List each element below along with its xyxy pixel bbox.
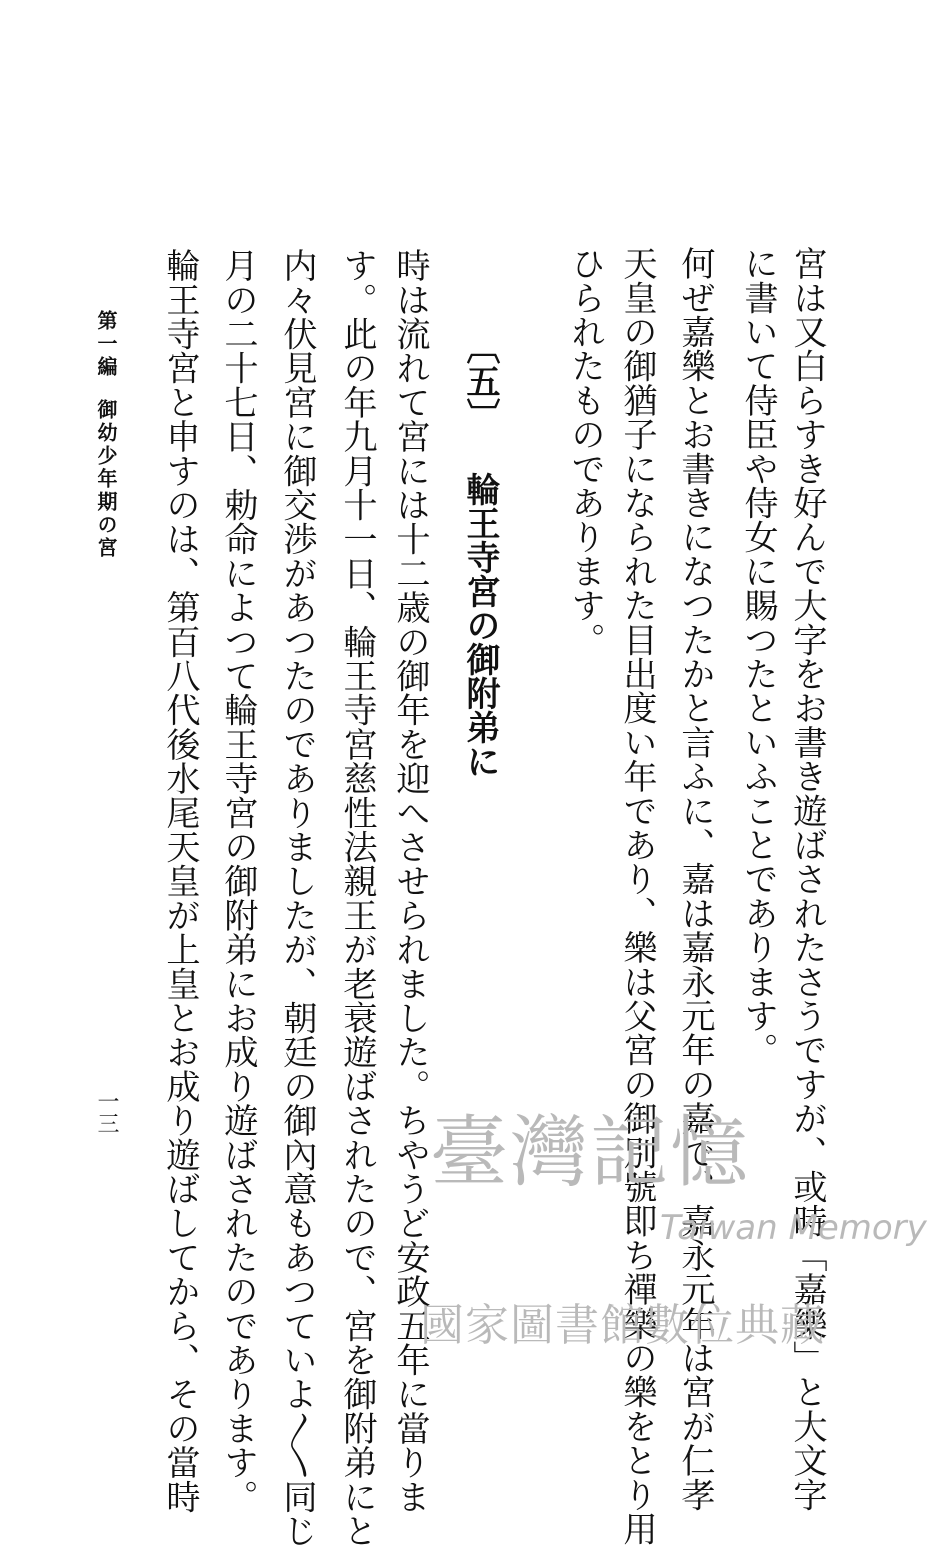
watermark-english: Taiwan Memory [660, 1208, 927, 1248]
text-line: 時は流れて宮には十二歳の御年を迎へさせられました。ちやうど安政五年に當りま [390, 248, 430, 1514]
text-line: 内々伏見宮に御交渉があつたのでありましたが、朝廷の御內意もあつていよ〳〵同じ [277, 248, 317, 1548]
text-line: 月の二十七日、勅命によつて輪王寺宮の御附弟にお成り遊ばされたのであります。 [218, 248, 258, 1514]
section-number: 〔五〕 [460, 330, 500, 432]
text-line: 宮は又白らすき好んで大字をお書き遊ばされたさうですが、或時「嘉樂」と大文字 [787, 246, 827, 1512]
text-line: 何ぜ嘉樂とお書きになつたかと言ふに、嘉は嘉永元年の嘉で、嘉永元年は宮が仁孝 [675, 246, 715, 1512]
text-line: す。此の年九月十一日、輪王寺宮慈性法親王が老衰遊ばされたので、宮を御附弟にと [337, 248, 377, 1548]
text-line: 天皇の御猶子になられた目出度い年であり、樂は父宮の御別號即ち禪樂の樂をとり用 [617, 246, 657, 1546]
section-title: 輪王寺宮の御附弟に [460, 472, 500, 778]
text-line: 輪王寺宮と申すのは、第百八代後水尾天皇が上皇とお成り遊ばしてから、その當時 [160, 248, 200, 1514]
footer-part: 第一編 [94, 310, 118, 379]
footer-chapter: 御幼少年期の宮 [94, 399, 118, 560]
text-line: に書いて侍臣や侍女に賜つたといふことであります。 [738, 246, 778, 1067]
page-number: 一三 [94, 1090, 119, 1134]
watermark-title: 臺灣記憶 [430, 1108, 751, 1198]
running-footer [94, 310, 118, 560]
section-heading [460, 330, 500, 778]
text-line: ひられたものであります。 [565, 246, 605, 657]
watermark-subtitle: 國家圖書館數位典藏 [420, 1300, 825, 1351]
